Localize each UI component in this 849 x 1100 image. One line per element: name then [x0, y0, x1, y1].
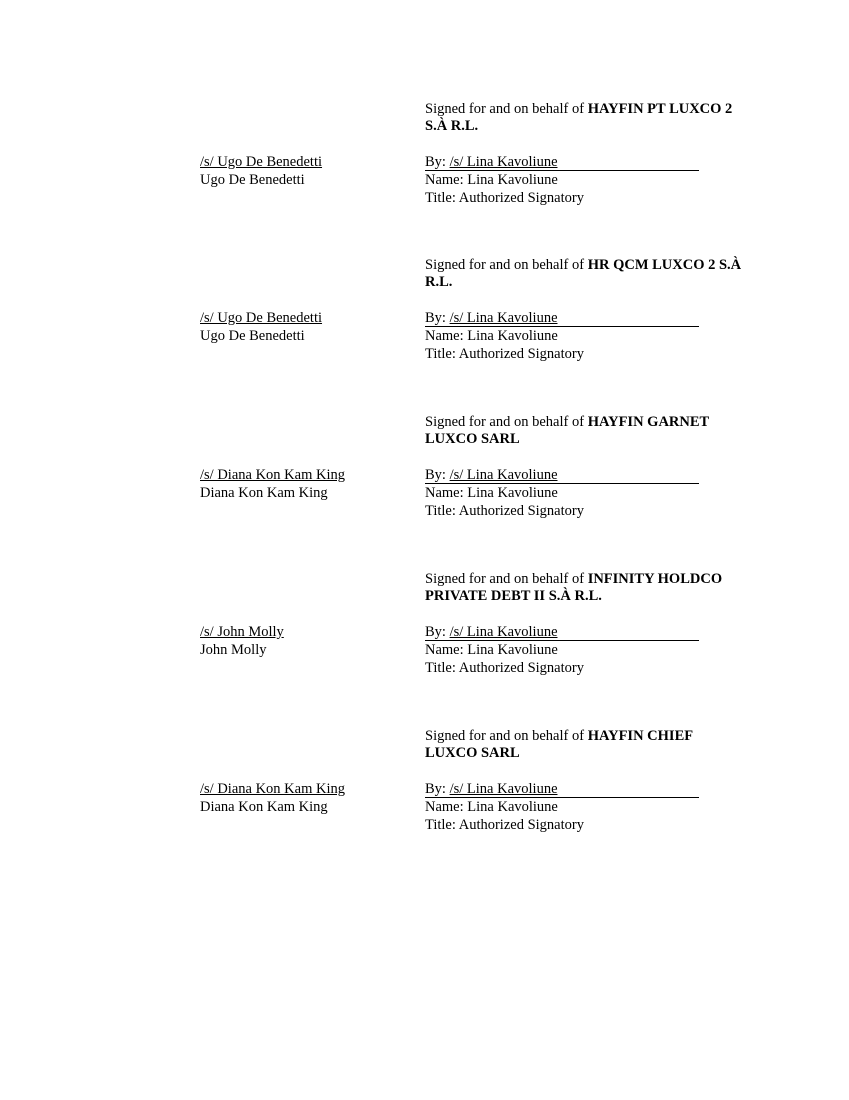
by-prefix: By: — [425, 781, 446, 797]
by-prefix: By: — [425, 310, 446, 326]
heading-intro: Signed for and on behalf of — [425, 257, 585, 273]
witness-name: Ugo De Benedetti — [200, 328, 305, 344]
heading-intro: Signed for and on behalf of — [425, 728, 585, 744]
signature-block — [0, 728, 849, 848]
entity-name: HAYFIN CHIEF LUXCO SARL — [425, 728, 693, 761]
signatory-column — [425, 466, 725, 520]
by-signature: /s/ Lina Kavoliune — [449, 467, 558, 483]
witness-signature: /s/ Ugo De Benedetti — [200, 310, 323, 326]
signatory-title: Title: Authorized Signatory — [425, 190, 584, 206]
signatory-name: Name: Lina Kavoliune — [425, 642, 558, 658]
signatory-column — [425, 623, 725, 677]
signatory-column — [425, 780, 725, 834]
signatory-name: Name: Lina Kavoliune — [425, 328, 558, 344]
witness-name: Ugo De Benedetti — [200, 172, 305, 188]
heading-intro: Signed for and on behalf of — [425, 571, 585, 587]
witness-name: Diana Kon Kam King — [200, 485, 328, 501]
witness-signature: /s/ Ugo De Benedetti — [200, 154, 323, 170]
signatory-name: Name: Lina Kavoliune — [425, 485, 558, 501]
signature-heading — [425, 728, 745, 762]
witness-signature: /s/ John Molly — [200, 624, 284, 640]
by-signature: /s/ Lina Kavoliune — [449, 310, 558, 326]
by-line — [425, 623, 725, 641]
by-line — [425, 780, 725, 798]
entity-name: HAYFIN PT LUXCO 2 S.À R.L. — [425, 101, 733, 134]
signatory-column — [425, 309, 725, 363]
witness-name: John Molly — [200, 642, 267, 658]
witness-column — [200, 623, 400, 659]
signatory-title: Title: Authorized Signatory — [425, 346, 584, 362]
by-prefix: By: — [425, 467, 446, 483]
signature-block — [0, 414, 849, 534]
signature-block — [0, 101, 849, 221]
by-signature: /s/ Lina Kavoliune — [449, 624, 558, 640]
heading-intro: Signed for and on behalf of — [425, 414, 585, 430]
witness-signature: /s/ Diana Kon Kam King — [200, 467, 345, 483]
signature-block — [0, 571, 849, 691]
by-line — [425, 309, 725, 327]
signatory-title: Title: Authorized Signatory — [425, 503, 584, 519]
signatory-column — [425, 153, 725, 207]
by-prefix: By: — [425, 624, 446, 640]
witness-signature: /s/ Diana Kon Kam King — [200, 781, 345, 797]
signature-block — [0, 257, 849, 377]
signatory-title: Title: Authorized Signatory — [425, 817, 584, 833]
by-signature: /s/ Lina Kavoliune — [449, 781, 558, 797]
signature-heading — [425, 414, 745, 448]
witness-column — [200, 153, 400, 189]
entity-name: HR QCM LUXCO 2 S.À R.L. — [425, 257, 742, 290]
heading-intro: Signed for and on behalf of — [425, 101, 585, 117]
signatory-name: Name: Lina Kavoliune — [425, 799, 558, 815]
signature-heading — [425, 257, 745, 291]
by-signature: /s/ Lina Kavoliune — [449, 154, 558, 170]
by-prefix: By: — [425, 154, 446, 170]
by-line — [425, 153, 725, 171]
entity-name: INFINITY HOLDCO PRIVATE DEBT II S.À R.L. — [425, 571, 723, 604]
witness-column — [200, 466, 400, 502]
witness-column — [200, 309, 400, 345]
signatory-name: Name: Lina Kavoliune — [425, 172, 558, 188]
signatory-title: Title: Authorized Signatory — [425, 660, 584, 676]
entity-name: HAYFIN GARNET LUXCO SARL — [425, 414, 709, 447]
by-line — [425, 466, 725, 484]
signature-heading — [425, 101, 745, 135]
witness-name: Diana Kon Kam King — [200, 799, 328, 815]
signature-heading — [425, 571, 745, 605]
witness-column — [200, 780, 400, 816]
